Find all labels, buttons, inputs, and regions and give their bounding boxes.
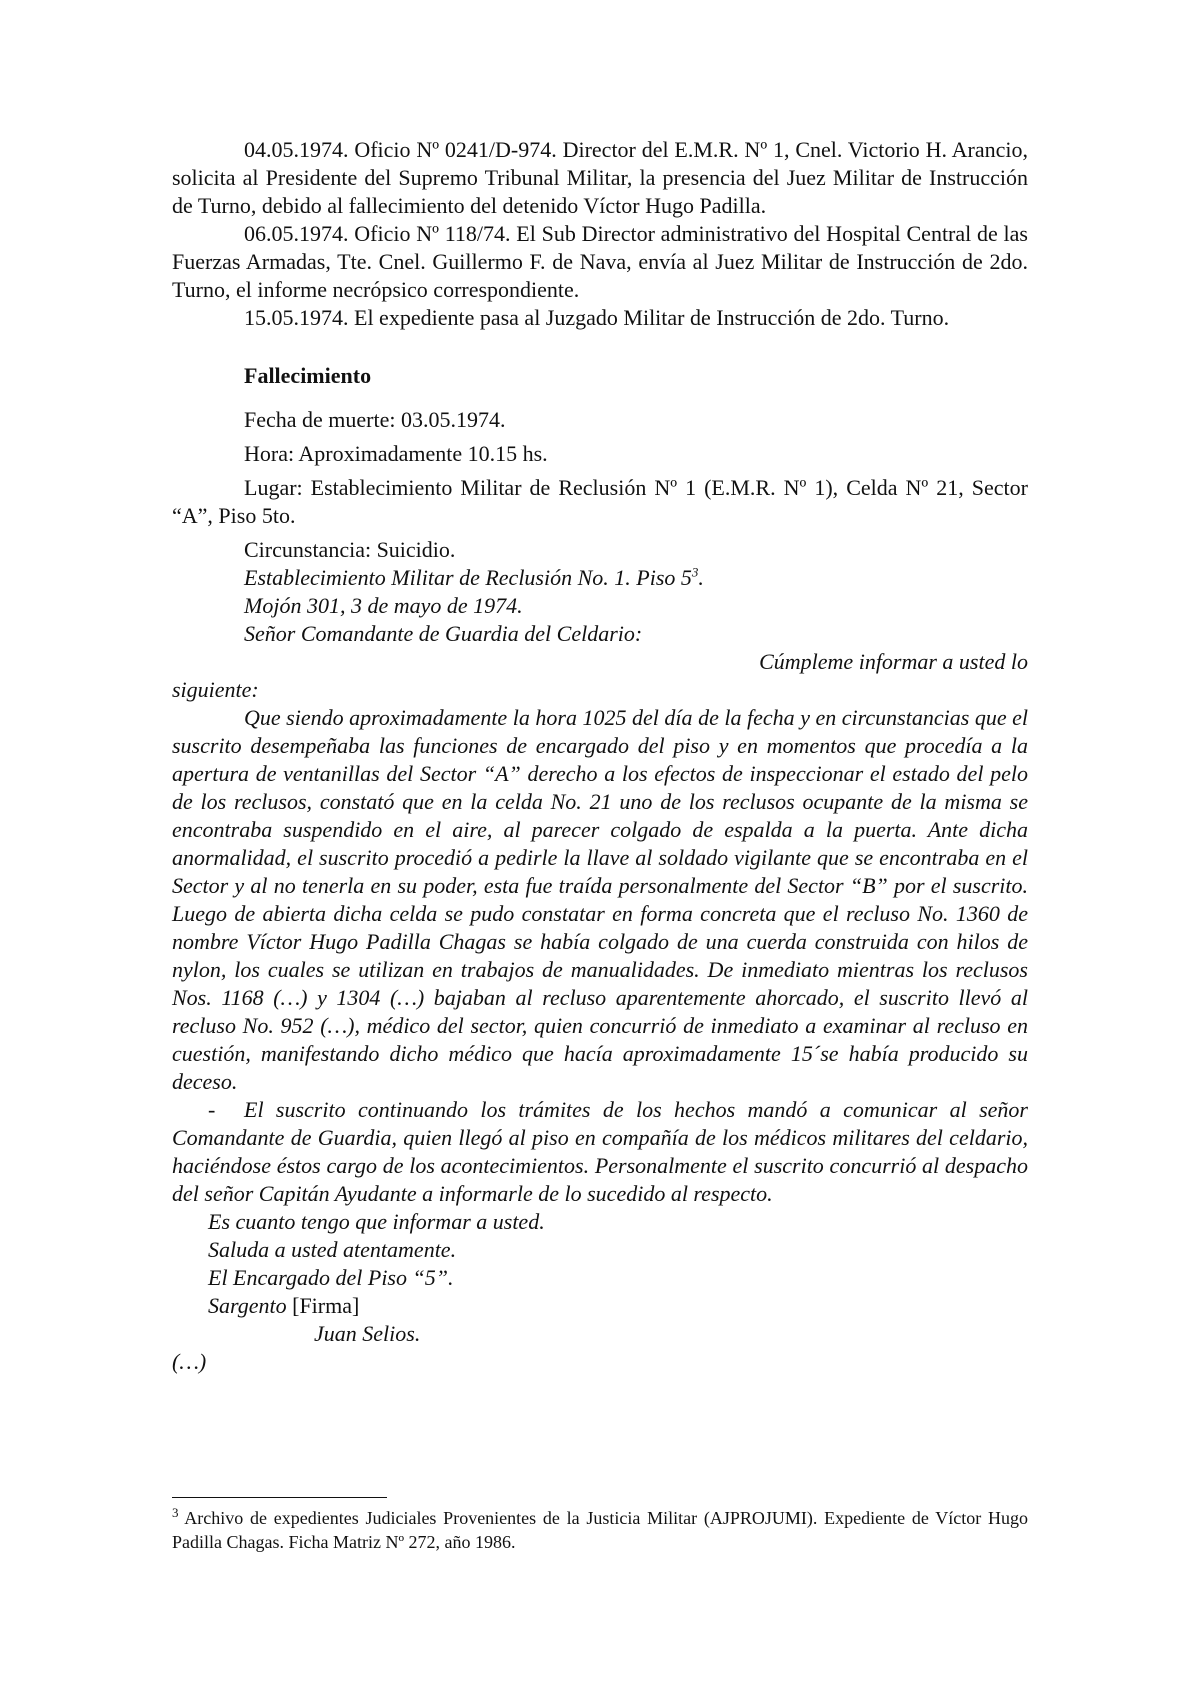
report-body: Que siendo aproximadamente la hora 1025 del día de la fecha y en circunstancias que el suscrito desempeñaba las funciones de encargado del piso y en momentos que procedía a la apertura de ventanillas del Sector “A” derecho a los efectos de inspeccionar el estado del pelo de los reclusos, constató que en la celda No. 21 uno de los reclusos ocupante de la misma se encontraba suspendido en el aire, al parecer colgado de espalda a la puerta. Ante dicha anormalidad, el suscrito procedió a pedirle la llave al soldado vigilante que se encontraba en el Sector y al no tenerla en su poder, esta fue traída personalmente del Sector “B” por el suscrito. Luego de abierta dicha celda se pudo constatar en forma concreta que el recluso No. 1360 de nombre Víctor Hugo Padilla Chagas se había colgado de una cuerda construida con hilos de nylon, los cuales se utilizan en trabajos de manualidades. De inmediato mientras los reclusos Nos. 1168 (…) y 1304 (…) bajaban al recluso aparentemente ahorcado, el suscrito llevó al recluso No. 952 (…), médico del sector, quien concurrió de inmediato a examinar al recluso en cuestión, manifestando dicho médico que hacía aproximadamente 15´se había producido su deceso. xyxy=(172,705,1028,1094)
footnote-text: Archivo de expedientes Judiciales Provenientes de la Justicia Militar (AJPROJUMI). Expediente de Víctor Hugo Padilla Chagas. Ficha Matriz Nº 272, año 1986. xyxy=(172,1508,1028,1552)
closing-line-1: Es cuanto tengo que informar a usted. xyxy=(208,1209,545,1234)
establecimiento-line xyxy=(172,564,1028,592)
footnote-number: 3 xyxy=(172,1505,179,1520)
cumpleme-line: Cúmpleme informar a usted lo xyxy=(759,649,1028,674)
closing-line-3: El Encargado del Piso “5”. xyxy=(208,1265,454,1290)
closing-line-2: Saluda a usted atentamente. xyxy=(208,1237,457,1262)
fecha-de-muerte: Fecha de muerte: 03.05.1974. xyxy=(244,407,506,432)
document-page xyxy=(172,136,1028,1376)
footnote-separator xyxy=(172,1497,387,1498)
salutation: Señor Comandante de Guardia del Celdario: xyxy=(244,621,643,646)
paragraph-expediente: 15.05.1974. El expediente pasa al Juzgado Militar de Instrucción de 2do. Turno. xyxy=(244,305,950,330)
signer-name: Juan Selios. xyxy=(314,1321,421,1346)
establecimiento-text: Establecimiento Militar de Reclusión No. 1. Piso 5 xyxy=(244,565,692,590)
siguiente-line: siguiente: xyxy=(172,677,259,702)
lugar: Lugar: Establecimiento Militar de Reclusión Nº 1 (E.M.R. Nº 1), Celda Nº 21, Sector “A”, Piso 5to. xyxy=(172,475,1028,528)
hora: Hora: Aproximadamente 10.15 hs. xyxy=(244,441,548,466)
section-heading: Fallecimiento xyxy=(244,363,372,388)
report-body-continued-text: El suscrito continuando los trámites de los hechos mandó a comunicar al señor Comandante de Guardia, quien llegó al piso en compañía de los médicos militares del celdario, haciéndose éstos cargo de los acontecimientos. Personalmente el suscrito concurrió al despacho del señor Capitán Ayudante a informarle de lo sucedido al respecto. xyxy=(172,1097,1028,1206)
signature-mark: [Firma] xyxy=(292,1293,360,1318)
paragraph-oficio-0241: 04.05.1974. Oficio Nº 0241/D-974. Director del E.M.R. Nº 1, Cnel. Victorio H. Arancio, solicita al Presidente del Supremo Tribunal Militar, la presencia del Juez Militar de Instrucción de Turno, debido al fallecimiento del detenido Víctor Hugo Padilla. xyxy=(172,137,1028,218)
signature-line xyxy=(172,1292,1028,1320)
dash-marker: - xyxy=(208,1097,216,1122)
rank: Sargento xyxy=(208,1293,287,1318)
establecimiento-period: . xyxy=(698,565,704,590)
report-body-continued xyxy=(172,1096,1028,1208)
ellipsis: (…) xyxy=(172,1349,207,1374)
footnote xyxy=(172,1506,1028,1554)
paragraph-oficio-118: 06.05.1974. Oficio Nº 118/74. El Sub Director administrativo del Hospital Central de las Fuerzas Armadas, Tte. Cnel. Guillermo F. de Nava, envía al Juez Militar de Instrucción de 2do. Turno, el informe necrópsico correspondiente. xyxy=(172,221,1028,302)
circunstancia: Circunstancia: Suicidio. xyxy=(244,537,456,562)
footnote-reference: 3 xyxy=(691,564,699,580)
mojon-line: Mojón 301, 3 de mayo de 1974. xyxy=(244,593,523,618)
